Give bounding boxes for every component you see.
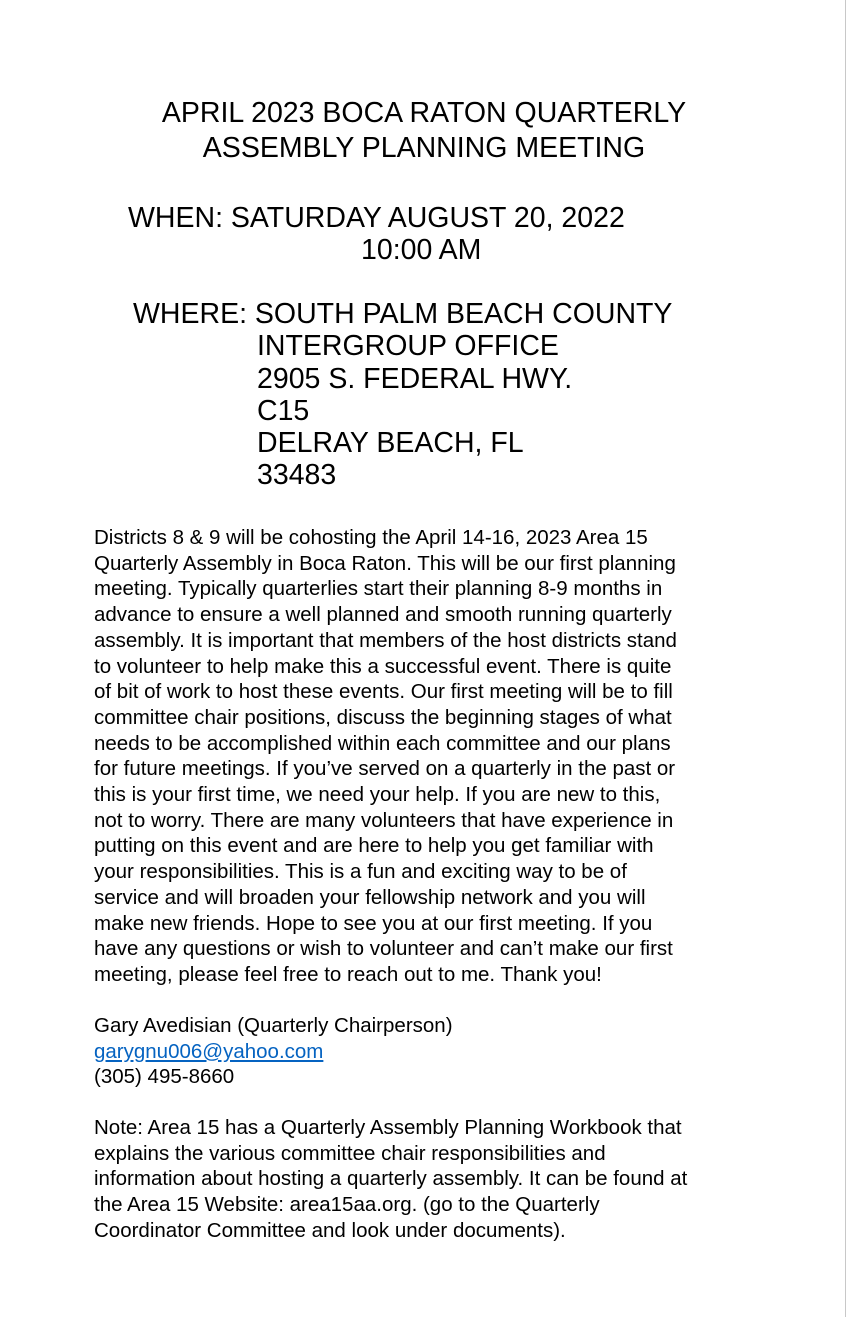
note-paragraph — [94, 1115, 754, 1244]
where-address-line: 33483 — [257, 459, 337, 491]
when-date: WHEN: SATURDAY AUGUST 20, 2022 — [128, 202, 625, 234]
contact-block — [94, 1013, 754, 1090]
title-line-1: APRIL 2023 BOCA RATON QUARTERLY — [161, 97, 687, 129]
note-line: information about hosting a quarterly assembly. It can be found at — [94, 1167, 688, 1191]
note-line: Coordinator Committee and look under documents). — [94, 1218, 566, 1242]
email-link[interactable]: garygnu006@yahoo.com — [94, 1039, 324, 1063]
where-location: WHERE: SOUTH PALM BEACH COUNTY — [133, 298, 673, 330]
announcement-paragraph — [94, 525, 754, 988]
paragraph-line: make new friends. Hope to see you at our first meeting. If you — [94, 911, 653, 935]
paragraph-line: putting on this event and are here to help you get familiar with — [94, 834, 654, 858]
paragraph-line: needs to be accomplished within each committee and our plans — [94, 731, 671, 755]
paragraph-line: for future meetings. If you’ve served on a quarterly in the past or — [94, 757, 676, 781]
where-address-line: 2905 S. FEDERAL HWY. — [257, 363, 573, 395]
paragraph-line: of bit of work to host these events. Our first meeting will be to fill — [94, 680, 673, 704]
paragraph-line: service and will broaden your fellowship network and you will — [94, 885, 646, 909]
where-address-line: INTERGROUP OFFICE — [257, 330, 559, 362]
note-line: Note: Area 15 has a Quarterly Assembly Planning Workbook that — [94, 1116, 682, 1139]
paragraph-line: have any questions or wish to volunteer and can’t make our first — [94, 937, 673, 961]
where-address-line: DELRAY BEACH, FL — [257, 427, 524, 459]
paragraph-line: Districts 8 & 9 will be cohosting the April 14-16, 2023 Area 15 — [94, 526, 648, 549]
contact-phone: (305) 495-8660 — [94, 1065, 235, 1089]
paragraph-line: meeting. Typically quarterlies start their planning 8-9 months in — [94, 577, 663, 601]
paragraph-line: committee chair positions, discuss the beginning stages of what — [94, 705, 672, 729]
where-address-line: C15 — [257, 395, 310, 427]
paragraph-line: Quarterly Assembly in Boca Raton. This will be our first planning — [94, 551, 676, 575]
note-line: the Area 15 Website: area15aa.org. (go to the Quarterly — [94, 1193, 600, 1217]
paragraph-line: meeting, please feel free to reach out to me. Thank you! — [94, 962, 602, 986]
when-time: 10:00 AM — [361, 234, 482, 266]
note-line: explains the various committee chair responsibilities and — [94, 1141, 606, 1165]
contact-name: Gary Avedisian (Quarterly Chairperson) — [94, 1014, 453, 1037]
paragraph-line: your responsibilities. This is a fun and exciting way to be of — [94, 860, 627, 884]
title-line-2: ASSEMBLY PLANNING MEETING — [202, 132, 646, 164]
paragraph-line: assembly. It is important that members of the host districts stand — [94, 628, 677, 652]
paragraph-line: this is your first time, we need your help. If you are new to this, — [94, 783, 661, 807]
paragraph-line: not to worry. There are many volunteers that have experience in — [94, 808, 674, 832]
paragraph-line: to volunteer to help make this a successful event. There is quite — [94, 654, 672, 678]
paragraph-line: advance to ensure a well planned and smooth running quarterly — [94, 603, 672, 627]
